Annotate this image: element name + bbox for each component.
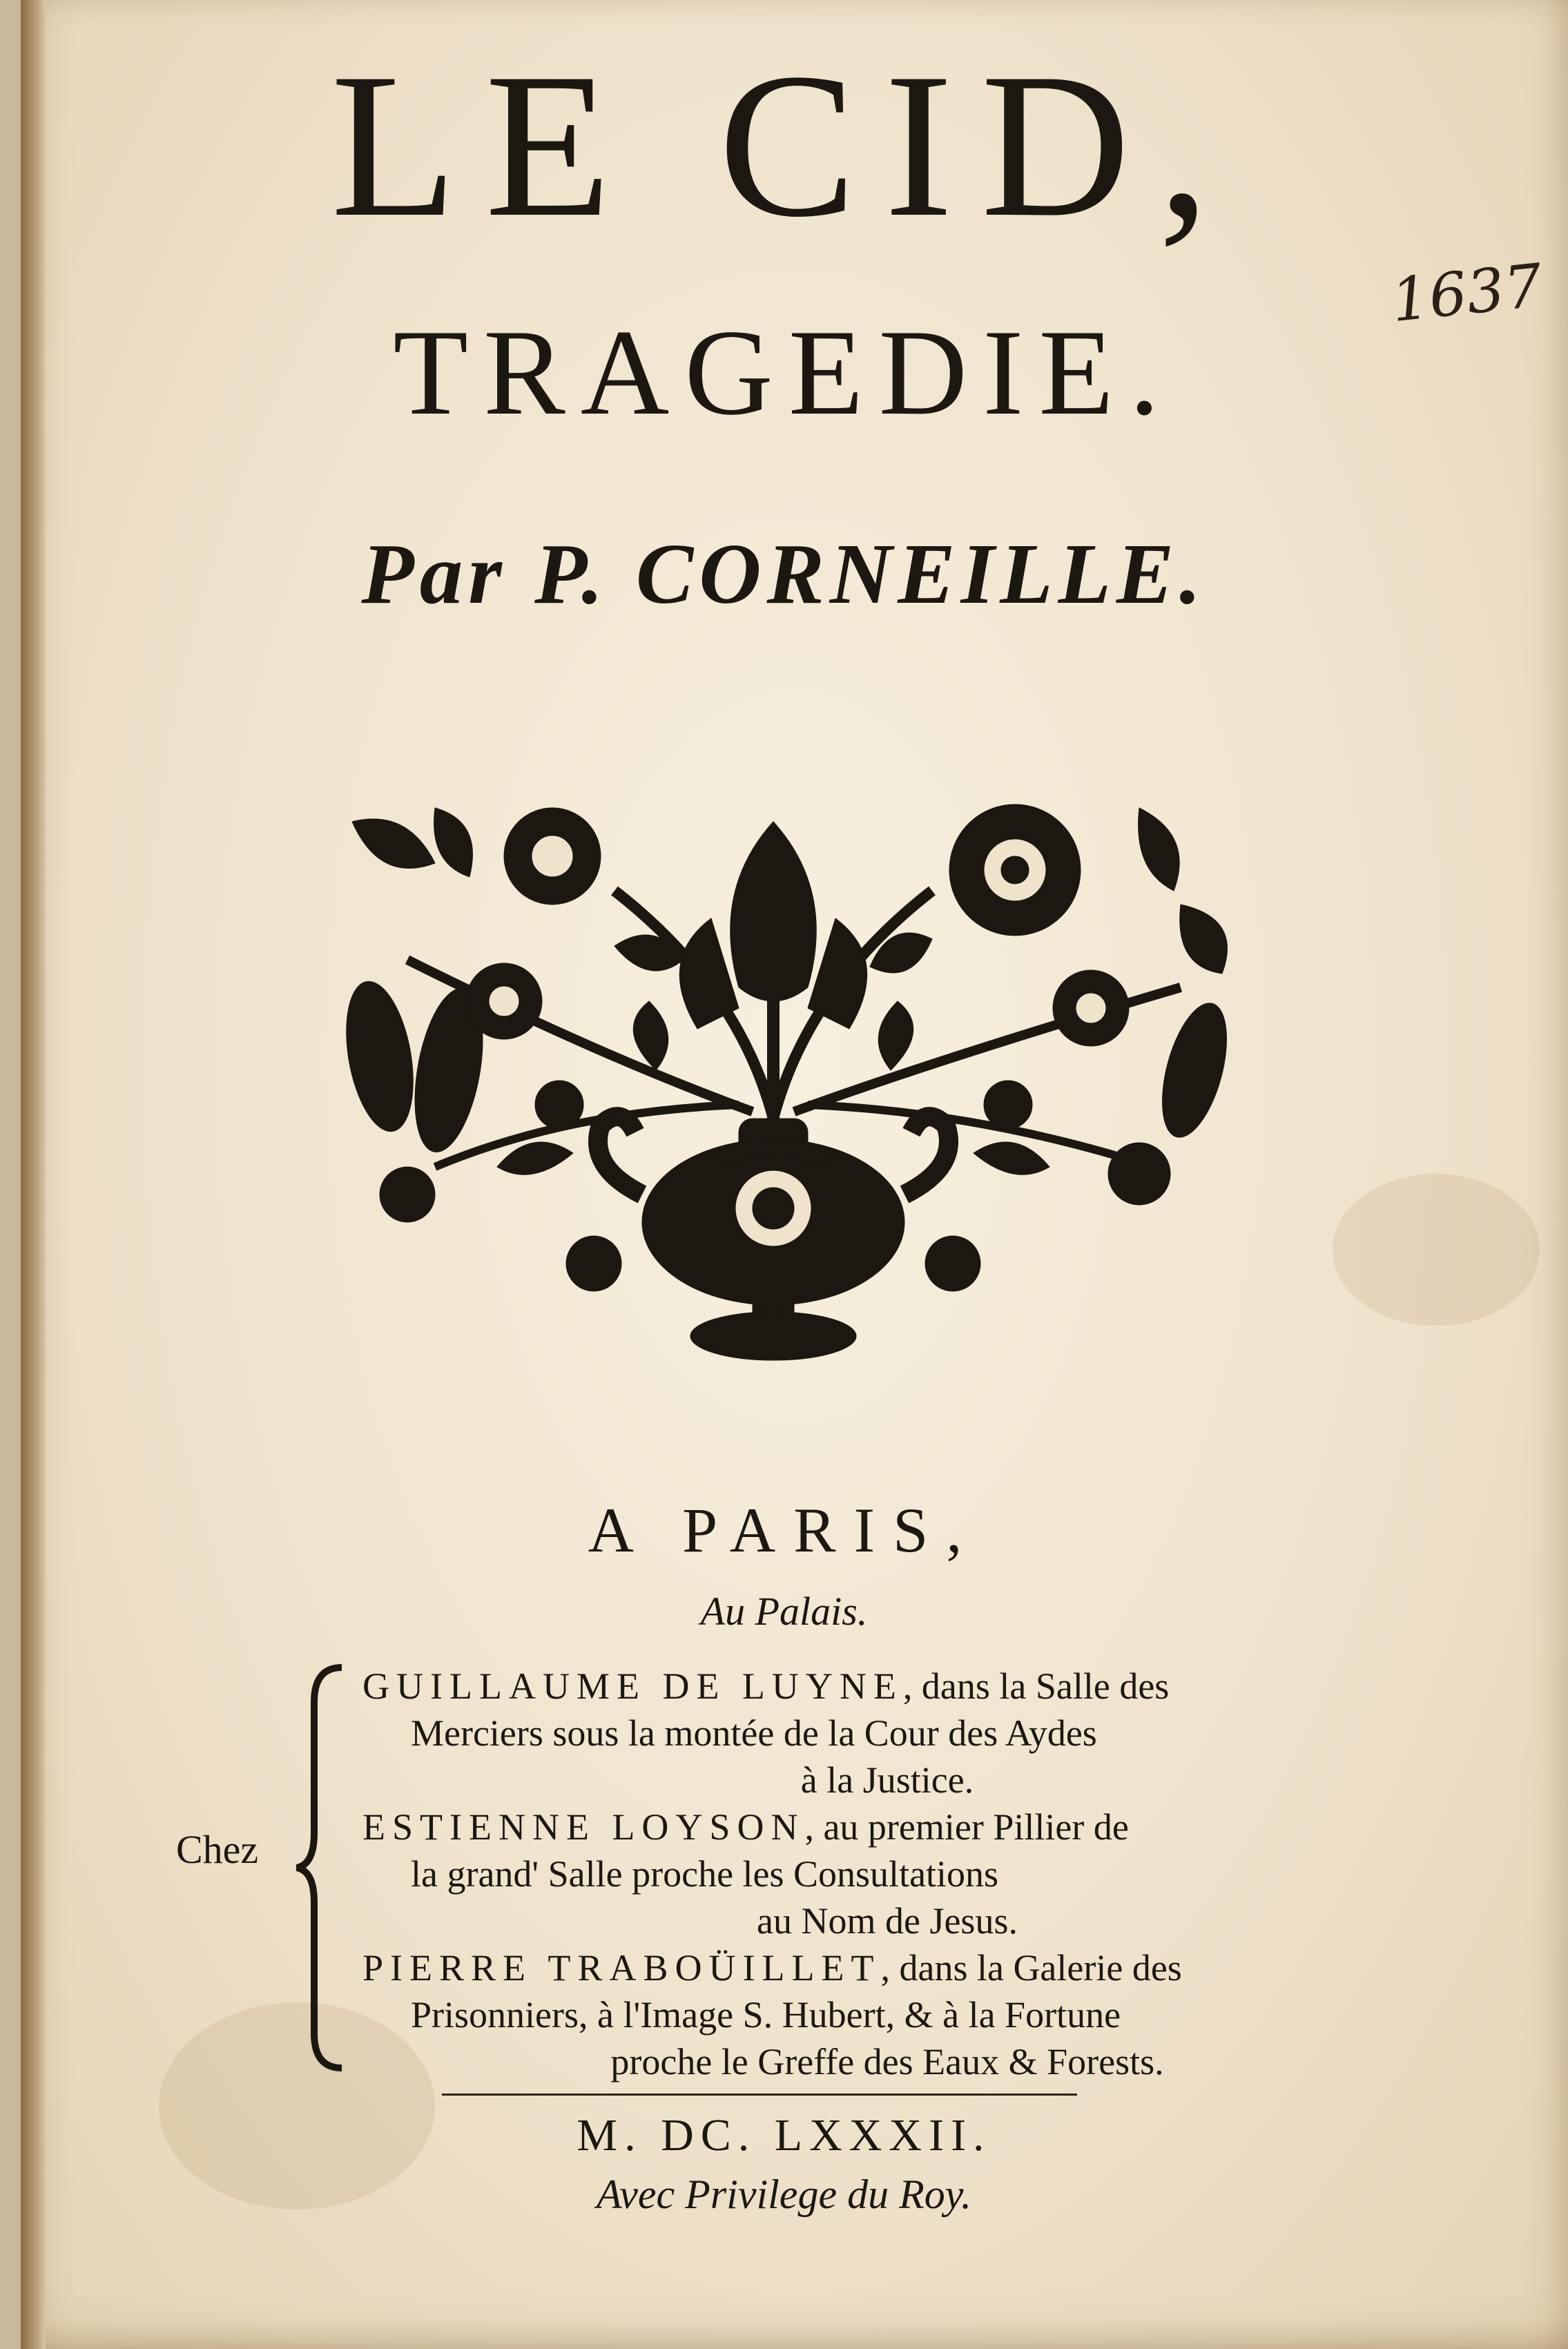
bookseller-entry: [362, 1663, 1412, 1804]
curly-brace-icon: [293, 1661, 356, 2075]
imprint-location: Au Palais.: [700, 1589, 868, 1634]
booksellers-list: [362, 1663, 1412, 2085]
bookseller-address: la grand' Salle proche les Consultations: [411, 1853, 999, 1895]
bookseller-name: ESTIENNE LOYSON: [362, 1806, 805, 1848]
book-author: Par P. CORNEILLE.: [361, 527, 1207, 622]
bookseller-address: Prisonniers, à l'Image S. Hubert, & à la Fortune: [411, 1994, 1121, 2036]
imprint-place: A PARIS,: [588, 1495, 980, 1565]
bookseller-entry: [362, 1804, 1412, 1944]
bookseller-address: , dans la Salle des: [902, 1665, 1170, 1707]
bookseller-address: , au premier Pillier de: [804, 1806, 1129, 1848]
imprint-chez-label: Chez: [176, 1827, 259, 1872]
paper-stain: [1333, 1174, 1540, 1326]
bookseller-address: au Nom de Jesus.: [757, 1900, 1018, 1942]
bookseller-address: , dans la Galerie des: [880, 1947, 1182, 1989]
bookseller-address: proche le Greffe des Eaux & Forests.: [610, 2041, 1164, 2082]
bookseller-address: Merciers sous la montée de la Cour des Aydes: [411, 1712, 1097, 1754]
bookseller-name: GUILLAUME DE LUYNE: [362, 1665, 903, 1707]
book-subtitle: TRAGEDIE.: [393, 304, 1175, 441]
publication-date: M. DC. LXXXII.: [577, 2110, 991, 2160]
bookseller-name: PIERRE TRABOÜILLET: [362, 1947, 881, 1989]
divider-rule: [442, 2094, 1077, 2096]
bookseller-entry: [362, 1944, 1412, 2085]
royal-privilege: Avec Privilege du Roy.: [596, 2172, 972, 2217]
handwritten-year: 1637: [1388, 251, 1546, 336]
book-title: LE CID,: [330, 30, 1238, 260]
flower-vase-ornament-icon: [325, 780, 1264, 1374]
bookseller-address: à la Justice.: [800, 1759, 974, 1801]
